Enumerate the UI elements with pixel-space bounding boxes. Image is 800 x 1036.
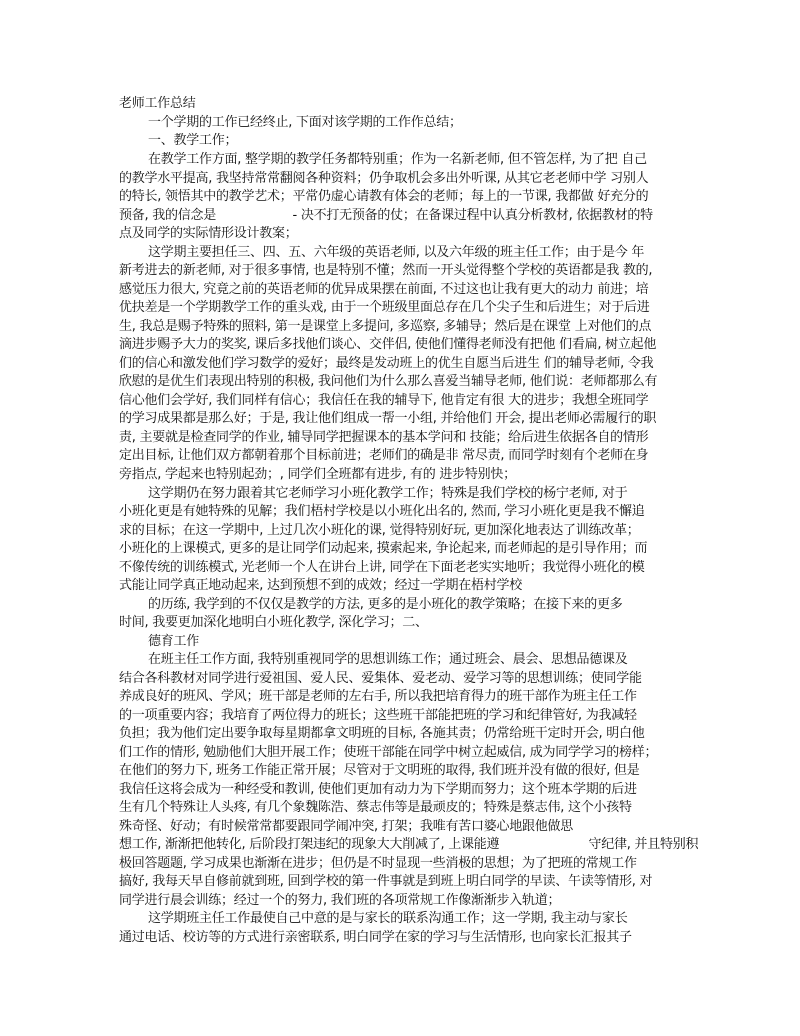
text-line: 这学期班主任工作最使自己中意的是与家长的联系沟通工作；这一学期, 我主动与家长 xyxy=(148,911,628,926)
text-line: 们工作的情形, 勉励他们大胆开展工作；使班干部能在同学中树立起威信, 成为同学学习的榜样； xyxy=(119,745,658,760)
text-line: 生, 我总是赐予特殊的照料, 第一是课堂上多提问, 多巡察, 多辅导；然后是在课堂 上对他们的点 xyxy=(119,319,652,334)
text-line: 预备, 我的信念是 - 决不打无预备的仗；在备课过程中认真分析教材, 依据教材的特 xyxy=(119,208,653,223)
text-line: 极回答题题, 学习成果也渐渐在进步；但仍是不时显现一些消极的思想；为了把班的常规工作 xyxy=(119,856,637,871)
text-line: 在他们的努力下, 班务工作能正常开展；尽管对于文明班的取得, 我们班并没有做的很好, 但是 xyxy=(119,763,640,778)
text-line: 的一项重要内容；我培育了两位得力的班长；这些班干部能把班的学习和纪律管好, 为我减轻 xyxy=(119,708,637,723)
text-line: 一个学期的工作已经终止, 下面对该学期的工作作总结； xyxy=(148,115,462,130)
text-line: 欣慰的是优生们表现出特别的积极, 我问他们为什么那么喜爱当辅导老师, 他们说：老师都那么有 xyxy=(119,374,658,389)
text-line: 时间, 我要更加深化地明白小班化教学, 深化学习；二、 xyxy=(119,615,428,630)
text-line: 生有几个特殊让人头疼, 有几个象魏陈浩、蔡志伟等是最顽皮的；特殊是蔡志伟, 这个小孩特 xyxy=(119,800,632,815)
text-line: 责, 主要就是检查同学的作业, 辅导同学把握课本的基本学问和 技能；给后进生依据各自的情形 xyxy=(119,430,649,445)
text-line: 不像传统的训练模式, 光老师一个人在讲台上讲, 同学在下面老老实实地听；我觉得小班化的模 xyxy=(119,560,645,575)
text-line: 点及同学的实际情形设计教案； xyxy=(119,226,298,241)
text-line: 搞好, 我每天早自修前就到班, 回到学校的第一件事就是到班上明白同学的早读、午读等情形, 对 xyxy=(119,874,653,889)
text-line: 的学习成果都是那么好；于是, 我让他们组成一帮一小组, 并给他们 开会, 提出老师必需履行的职 xyxy=(119,411,657,426)
text-line: 们的信心和激发他们学习数学的爱好；最终是发动班上的优生自愿当后进生 们的辅导老师, 令我 xyxy=(119,356,654,371)
text-line: 感觉压力很大, 究竟之前的英语老师的优异成果摆在前面, 不过这也让我有更大的动力 前进；培 xyxy=(119,282,649,297)
document-title: 老师工作总结 xyxy=(119,96,196,111)
text-line: 新考进去的新老师, 对于很多事情, 也是特别不懂；然而一开头觉得整个学校的英语都是我 教的, xyxy=(119,263,653,278)
text-line: 的教学水平提高, 我坚持常常翻阅各种资料；仍争取机会多出外听课, 从其它老老师中学 习别人 xyxy=(119,171,649,186)
text-line: 我信任这将会成为一种经受和教训, 使他们更加有动力为下学期而努力；这个班本学期的后进 xyxy=(119,782,637,797)
text-line: 式能让同学真正地动起来, 达到预想不到的成效；经过一学期在梧村学校 xyxy=(119,578,523,593)
text-line: 滴进步赐予大力的奖奖, 课后多找他们谈心、交伴侣, 使他们懂得老师没有把他 们看扁, 树立起他 xyxy=(119,337,657,352)
text-line: 优抉差是一个学期教学工作的重头戏, 由于一个班级里面总存在几个尖子生和后进生；对于后进 xyxy=(119,300,650,315)
text-line: 小班化的上课模式, 更多的是让同学们动起来, 摸索起来, 争论起来, 而老师起的是引导作用；而 xyxy=(119,541,648,556)
text-line: 在班主任工作方面, 我特别重视同学的思想训练工作；通过班会、晨会、思想品德课及 xyxy=(148,652,628,667)
text-line: 想工作, 渐渐把他转化, 后阶段打架违纪的现象大大削减了, 上课能遵 守纪律, 并且特别积 xyxy=(119,837,699,852)
text-line: 负担；我为他们定出要争取每星期都拿文明班的目标, 各施其责；仍常给班干定时开会, 明白他 xyxy=(119,726,645,741)
text-line: 养成良好的班风、学风；班干部是老师的左右手, 所以我把培育得力的班干部作为班主任工作 xyxy=(119,689,637,704)
text-line: 旁指点, 学起来也特别起劲；, 同学们全班都有进步, 有的 进步特别快； xyxy=(119,467,516,482)
text-line: 求的目标；在这一学期中, 上过几次小班化的课, 觉得特别好玩, 更加深化地表达了训练改革； xyxy=(119,523,640,538)
section-heading: 一、教学工作； xyxy=(148,133,238,148)
section-heading: 德育工作 xyxy=(148,634,200,649)
text-line: 定出目标, 让他们双方都朝着那个目标前进；老师们的确是非 常尽责, 而同学时刻有个老师在身 xyxy=(119,448,649,463)
text-line: 小班化更是有她特殊的见解；我们梧村学校是以小班化出名的, 然而, 学习小班化更是我不懈追 xyxy=(119,504,645,519)
text-line: 通过电话、校访等的方式进行亲密联系, 明白同学在家的学习与生活情形, 也向家长汇报其子 xyxy=(119,930,632,945)
text-line: 信心他们会学好, 我们同样有信心；我信任在我的辅导下, 他肯定有很 大的进步；我想全班同学 xyxy=(119,393,649,408)
text-line: 这学期主要担任三、四、五、六年级的英语老师, 以及六年级的班主任工作；由于是今 年 xyxy=(148,245,645,260)
text-line: 这学期仍在努力跟着其它老师学习小班化教学工作；特殊是我们学校的杨宁老师, 对于 xyxy=(148,486,628,501)
text-line: 同学进行晨会训练；经过一个的努力, 我们班的各项常规工作像渐渐步入轨道； xyxy=(119,893,561,908)
text-line: 的特长, 领悟其中的教学艺术；平常仍虚心请教有体会的老师；每上的一节课, 我都做 好充分的 xyxy=(119,189,649,204)
text-line: 结合各科教材对同学进行爱祖国、爱人民、爱集体、爱老动、爱学习等的思想训练；使同学能 xyxy=(119,671,642,686)
text-line: 殊奇怪、好动；有时候常常都要跟同学闹冲突, 打架；我唯有苦口婆心地跟他做思 xyxy=(119,819,574,834)
text-line: 的历练, 我学到的不仅仅是教学的方法, 更多的是小班化的教学策略；在接下来的更多 xyxy=(148,597,623,612)
text-line: 在教学工作方面, 整学期的教学任务都特别重；作为一名新老师, 但不管怎样, 为了把 自己 xyxy=(148,152,647,167)
